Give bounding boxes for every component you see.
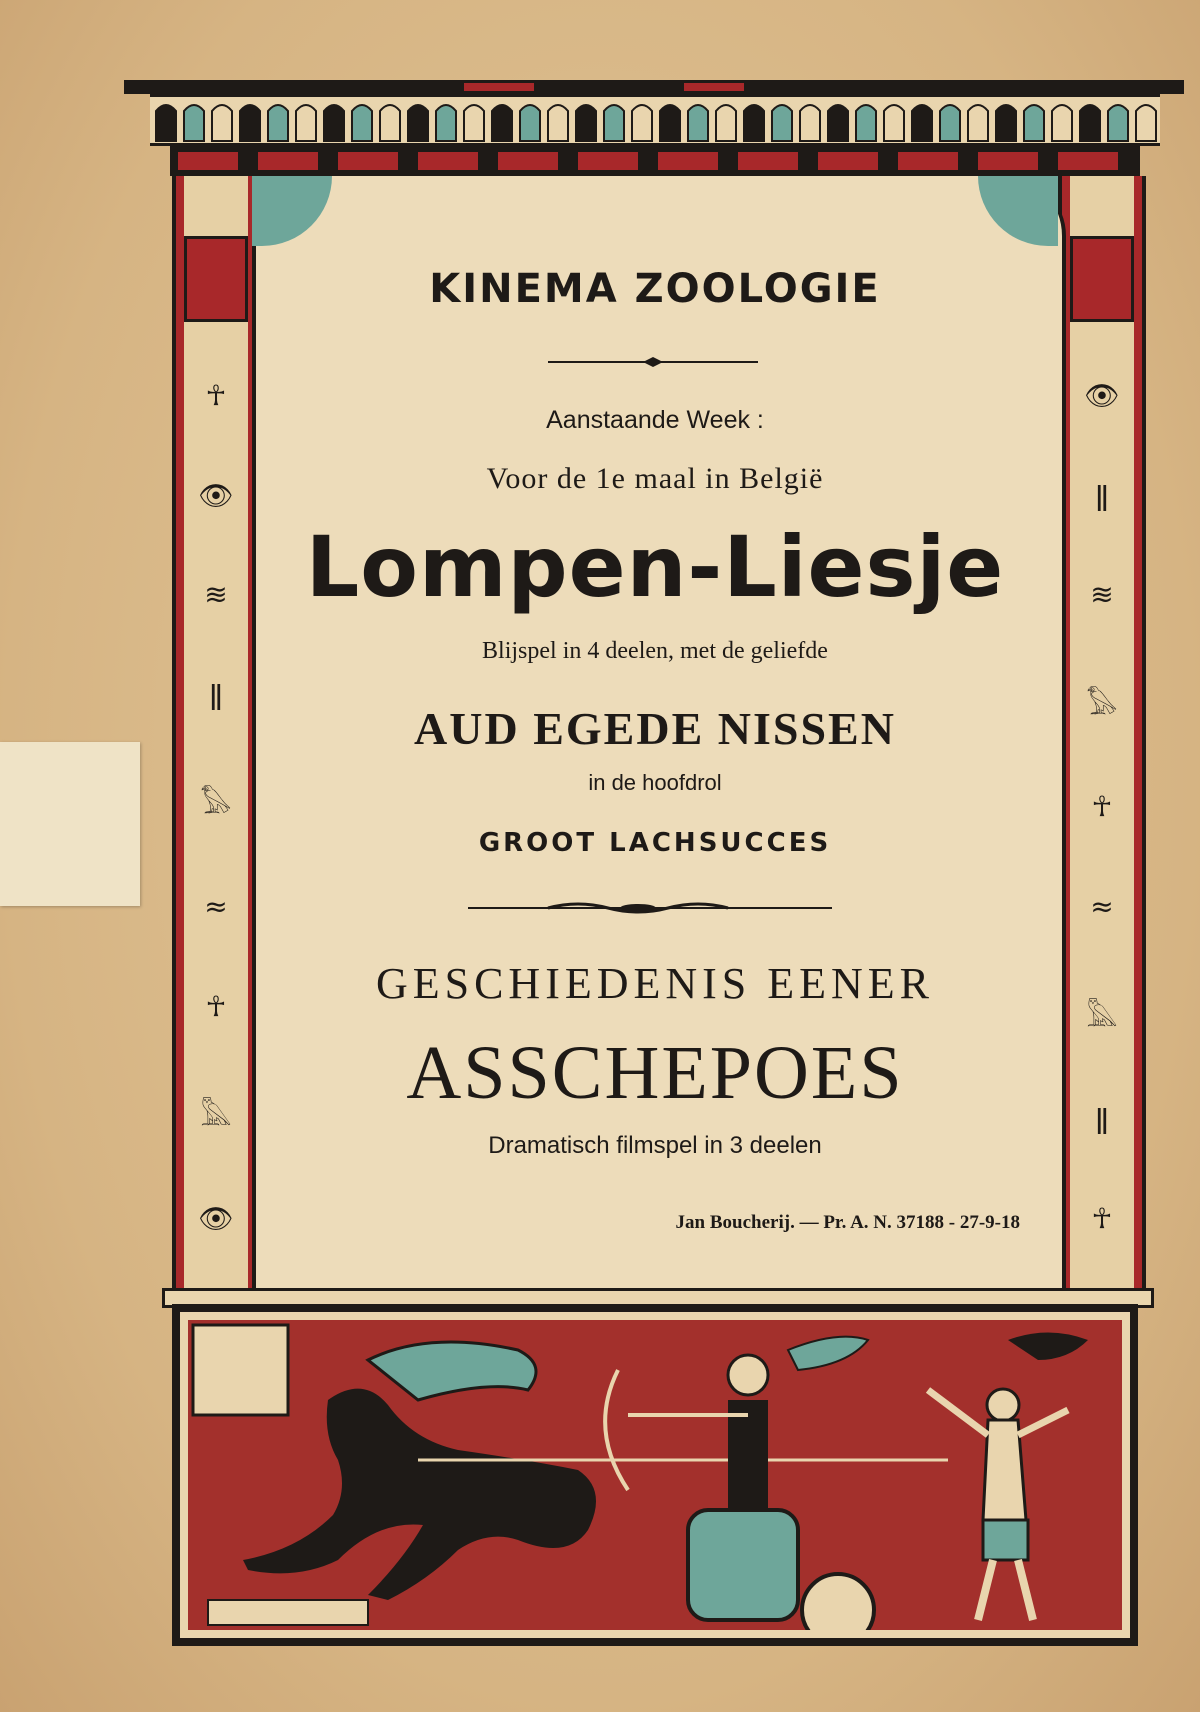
reed-icon: ǁ — [209, 677, 223, 711]
arch-ornament — [380, 105, 400, 141]
band-pattern — [170, 146, 1140, 176]
film-description: Blijspel in 4 deelen, met de geliefde — [482, 638, 828, 664]
ankh-icon: ☥ — [1091, 1201, 1113, 1235]
band-block — [178, 152, 238, 170]
arch-ornament — [772, 105, 792, 141]
frame-band — [170, 146, 1140, 176]
wave-icon: ≋ — [1090, 578, 1114, 612]
bird-icon: 𓅓 — [1086, 999, 1118, 1033]
arch-ornament — [716, 105, 736, 141]
announcement: Aanstaande Week : — [546, 406, 764, 434]
eye-icon: 👁 — [198, 1201, 234, 1235]
arch-ornament — [800, 105, 820, 141]
arch-ornament — [1108, 105, 1128, 141]
wave-icon: ≋ — [204, 578, 228, 612]
arch-ornament — [968, 105, 988, 141]
second-film-title-line1: GESCHIEDENIS EENER — [375, 959, 935, 1008]
arch-ornament — [492, 105, 512, 141]
reed-icon: ǁ — [1095, 1102, 1109, 1136]
arch-ornament — [1024, 105, 1044, 141]
cinema-name: KINEMA ZOOLOGIE — [429, 266, 881, 312]
chariot-scene — [172, 1304, 1138, 1646]
band-block — [498, 152, 558, 170]
scene-background — [188, 1320, 1122, 1630]
second-film-title-line2: ASSCHEPOES — [406, 1031, 904, 1115]
arch-ornament — [1080, 105, 1100, 141]
ornament-divider — [548, 356, 758, 368]
arch-ornament — [660, 105, 680, 141]
right-column — [1058, 176, 1146, 1288]
eye-icon: 👁 — [198, 478, 234, 512]
ornament-divider-scroll — [468, 900, 832, 916]
bird-icon: 𓅃 — [200, 787, 232, 821]
arch-ornament — [996, 105, 1016, 141]
arch-ornament — [632, 105, 652, 141]
printer-credit: Jan Boucherij. — Pr. A. N. 37188 - 27-9-18 — [675, 1212, 1020, 1233]
ankh-icon: ☥ — [1091, 790, 1113, 824]
arch-ornament — [408, 105, 428, 141]
arch-ornament — [240, 105, 260, 141]
arch-ornament — [940, 105, 960, 141]
tagline: GROOT LACHSUCCES — [478, 828, 832, 858]
band-block — [978, 152, 1038, 170]
arch-ornament — [1052, 105, 1072, 141]
arch-ornament — [268, 105, 288, 141]
left-hieroglyphs — [186, 346, 246, 1268]
arch-ornament — [520, 105, 540, 141]
bird-icon: 𓅓 — [200, 1099, 232, 1133]
arch-ornament — [884, 105, 904, 141]
horse-icon — [243, 1342, 596, 1600]
band-block — [818, 152, 878, 170]
arch-ornament — [856, 105, 876, 141]
arch-ornament — [1136, 105, 1156, 141]
frame-cornice-arches — [150, 94, 1160, 146]
star-name: AUD EGEDE NISSEN — [414, 703, 896, 754]
second-film-description: Dramatisch filmspel in 3 deelen — [488, 1132, 822, 1159]
arch-ornament — [604, 105, 624, 141]
arch-ornament — [352, 105, 372, 141]
arch-ornament — [912, 105, 932, 141]
arch-ornament — [576, 105, 596, 141]
band-block — [338, 152, 398, 170]
band-block — [578, 152, 638, 170]
arch-ornament — [436, 105, 456, 141]
wave-icon: ≈ — [1090, 890, 1114, 923]
wave-icon: ≈ — [204, 890, 228, 923]
arch-ornament — [212, 105, 232, 141]
ankh-icon: ☥ — [205, 379, 227, 413]
warrior-icon — [928, 1389, 1068, 1620]
band-block — [738, 152, 798, 170]
ankh-icon: ☥ — [205, 989, 227, 1023]
left-column — [172, 176, 260, 1288]
arch-ornament — [744, 105, 764, 141]
right-column-capital — [1070, 236, 1134, 322]
arch-pattern — [150, 97, 1160, 143]
archer-icon — [605, 1337, 868, 1510]
arch-ornament — [324, 105, 344, 141]
premiere-line: Voor de 1e maal in België — [486, 462, 824, 495]
main-film-title: Lompen-Liesje — [305, 518, 1005, 616]
star-role: in de hoofdrol — [588, 770, 722, 795]
arch-ornament — [156, 105, 176, 141]
arch-ornament — [828, 105, 848, 141]
chariot-illustration — [188, 1320, 1122, 1630]
paper-tab — [0, 742, 140, 906]
arch-ornament — [548, 105, 568, 141]
eye-icon: 👁 — [1084, 379, 1120, 413]
reed-icon: ǁ — [1095, 478, 1109, 512]
chariot-icon — [688, 1510, 874, 1630]
arch-ornament — [688, 105, 708, 141]
vulture-icon — [1008, 1333, 1088, 1361]
band-block — [258, 152, 318, 170]
frame-cornice-top — [124, 80, 1184, 94]
band-block — [1058, 152, 1118, 170]
arch-ornament — [464, 105, 484, 141]
band-block — [658, 152, 718, 170]
right-hieroglyphs — [1072, 346, 1132, 1268]
arch-ornament — [184, 105, 204, 141]
bird-icon: 𓅃 — [1086, 687, 1118, 721]
left-column-capital — [184, 236, 248, 322]
band-block — [418, 152, 478, 170]
band-block — [898, 152, 958, 170]
arch-ornament — [296, 105, 316, 141]
